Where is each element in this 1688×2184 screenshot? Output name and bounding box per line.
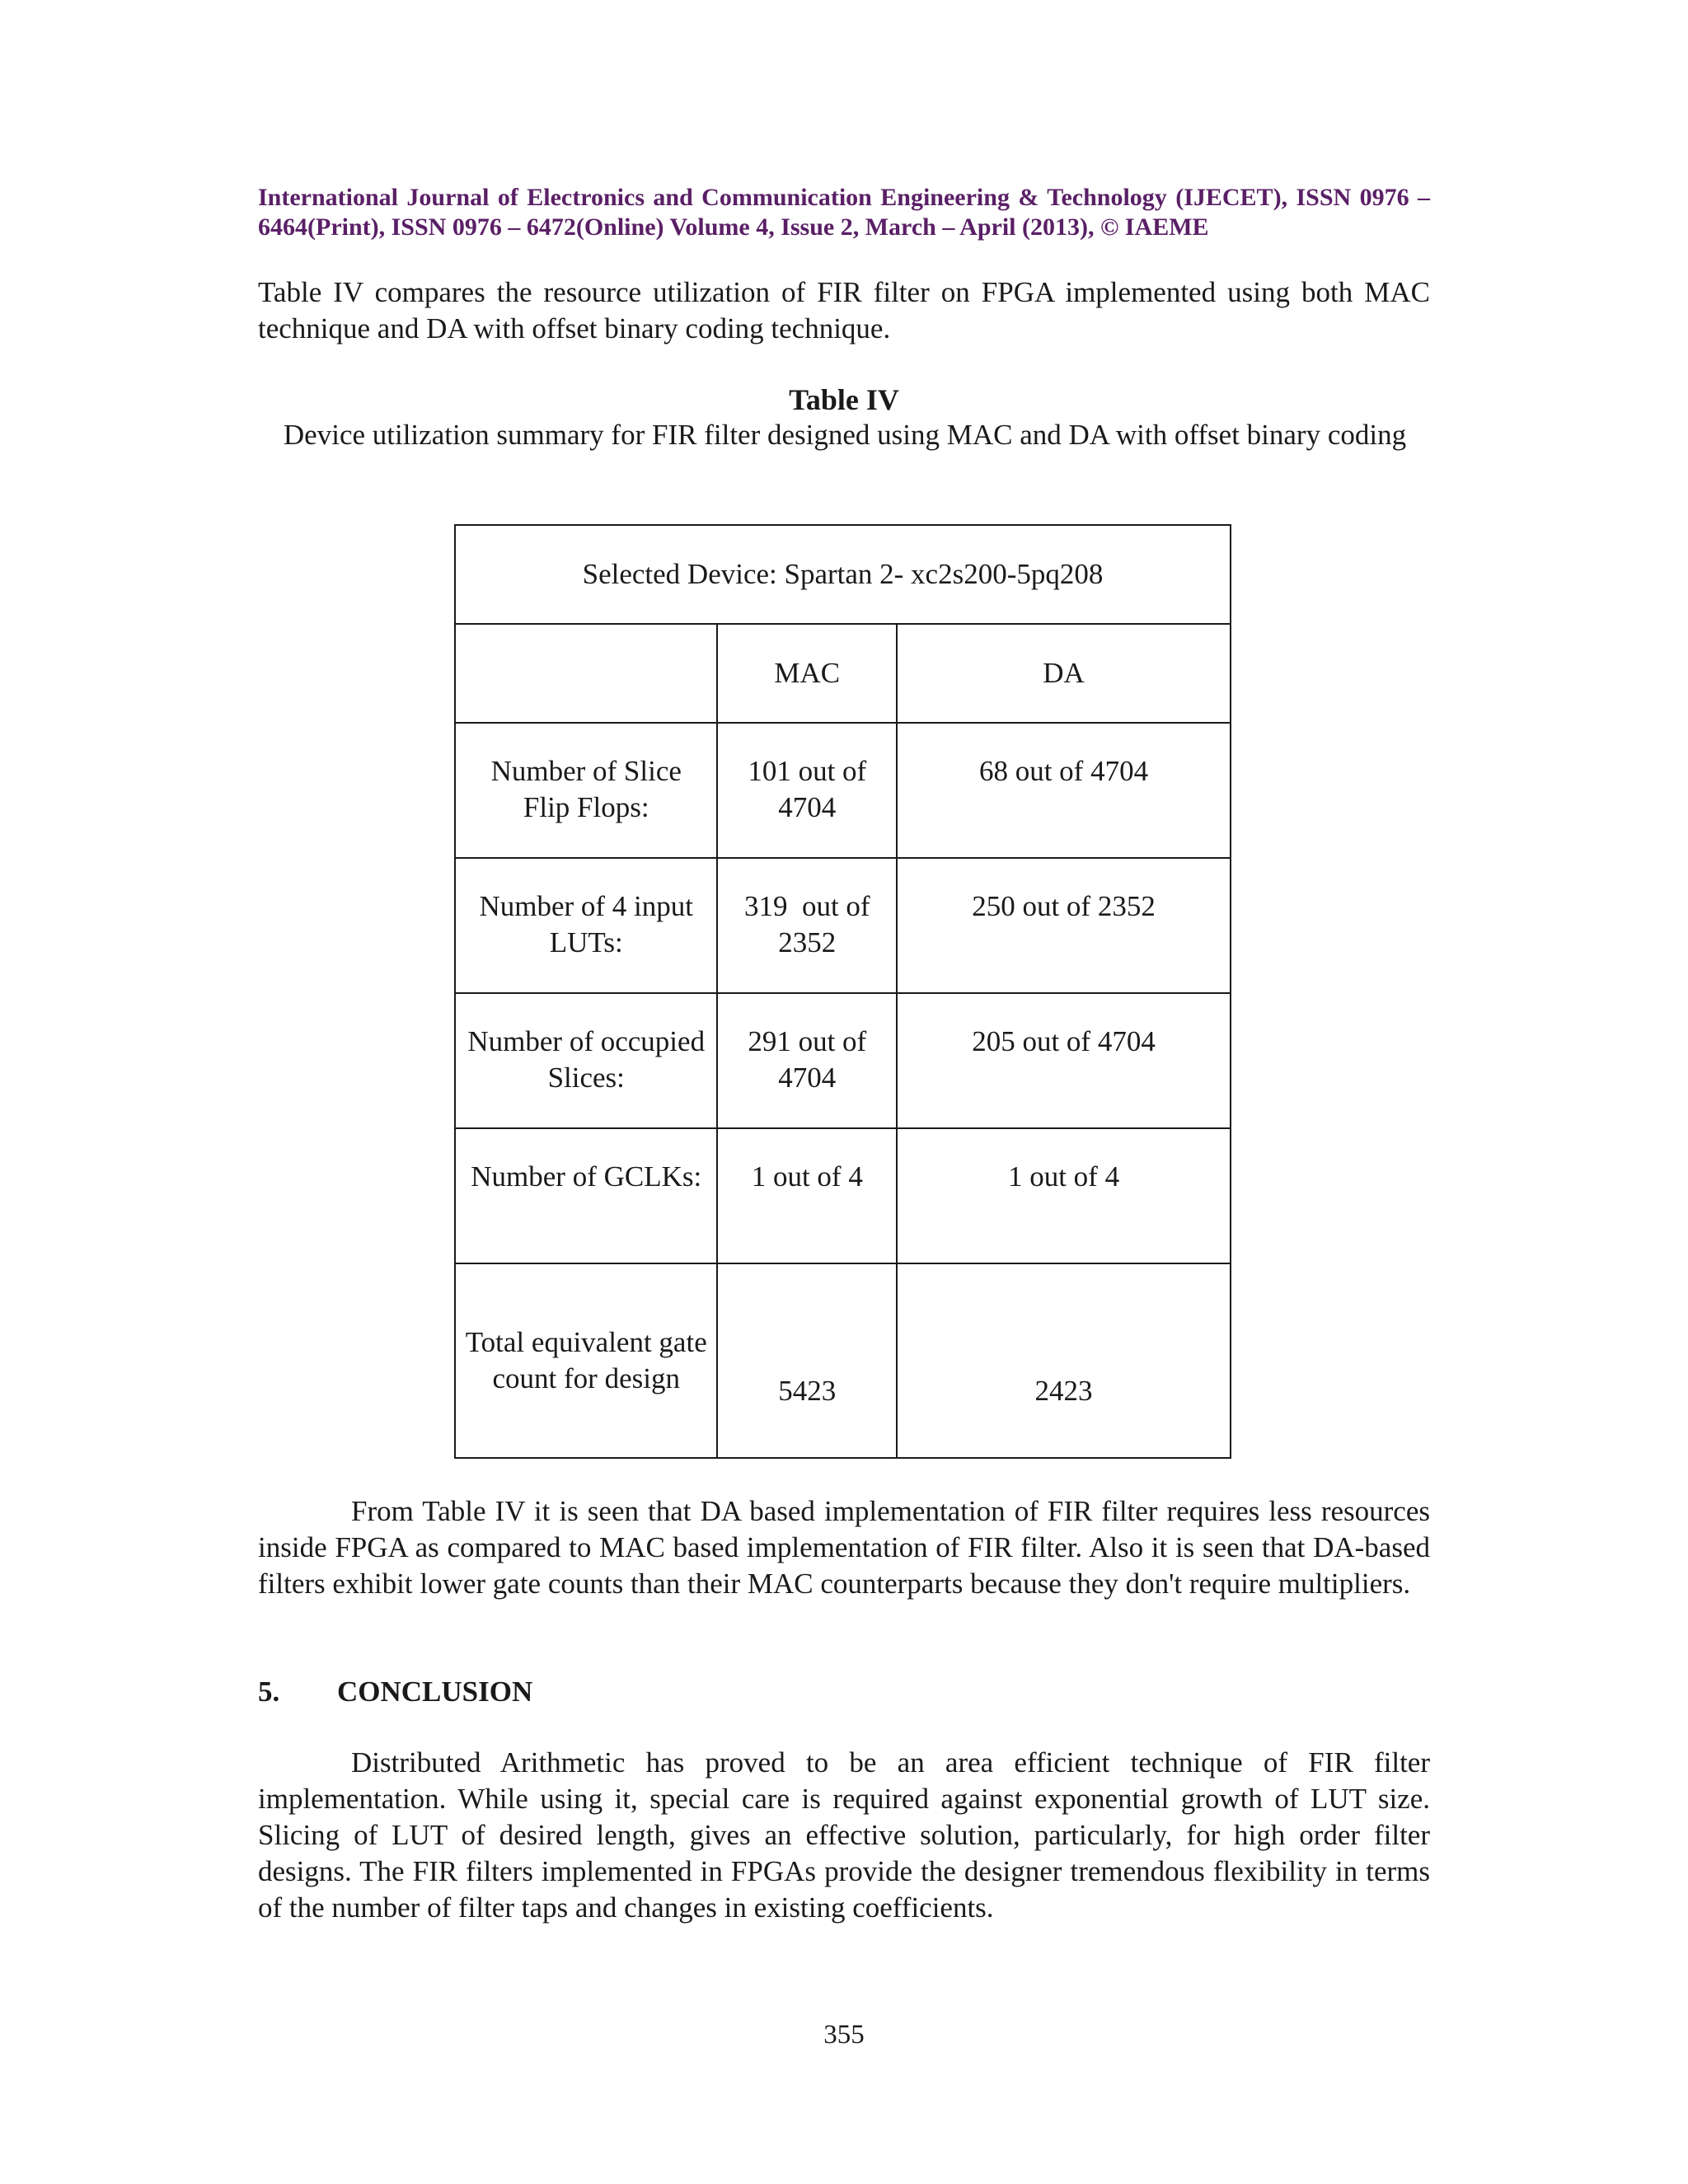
da-value: 205 out of 4704 bbox=[897, 993, 1231, 1128]
table-title: Table IV bbox=[789, 383, 899, 416]
column-header-da: DA bbox=[897, 624, 1231, 723]
mac-value: 101 out of 4704 bbox=[717, 723, 897, 858]
mac-value: 291 out of 4704 bbox=[717, 993, 897, 1128]
table-row bbox=[455, 993, 1231, 1128]
mac-value: 5423 bbox=[717, 1263, 897, 1458]
da-value: 250 out of 2352 bbox=[897, 858, 1231, 993]
selected-device-cell: Selected Device: Spartan 2- xc2s200-5pq208 bbox=[455, 525, 1231, 624]
column-header-mac: MAC bbox=[717, 624, 897, 723]
table-caption: Device utilization summary for FIR filter designed using MAC and DA with offset binary coding bbox=[283, 419, 1407, 451]
table-row bbox=[455, 858, 1231, 993]
table-row bbox=[455, 525, 1231, 624]
row-label: Number of occupied Slices: bbox=[455, 993, 717, 1128]
table-row bbox=[455, 1263, 1231, 1458]
mac-value: 319 out of 2352 bbox=[717, 858, 897, 993]
table-row bbox=[455, 723, 1231, 858]
da-value: 68 out of 4704 bbox=[897, 723, 1231, 858]
intro-paragraph: Table IV compares the resource utilization of FIR filter on FPGA implemented using both MAC technique and DA with offset binary coding technique. bbox=[258, 276, 1430, 344]
analysis-paragraph: From Table IV it is seen that DA based implementation of FIR filter requires less resources inside FPGA as compared to MAC based implementation of FIR filter. Also it is seen that DA-based filters exhibit lower gate counts than their MAC counterparts because they don't require multipliers. bbox=[258, 1495, 1430, 1600]
da-value: 2423 bbox=[897, 1263, 1231, 1458]
mac-value: 1 out of 4 bbox=[717, 1128, 897, 1263]
table-header-row bbox=[455, 624, 1231, 723]
section-title: CONCLUSION bbox=[337, 1675, 533, 1708]
row-label: Number of GCLKs: bbox=[455, 1128, 717, 1263]
column-header-empty bbox=[455, 624, 717, 723]
row-label: Number of Slice Flip Flops: bbox=[455, 723, 717, 858]
journal-header: International Journal of Electronics and Communication Engineering & Technology (IJECET), ISSN 0976 – 6464(Print), ISSN 0976 – 6472(Online) Volume 4, Issue 2, March – April (2013), © IAEME bbox=[258, 184, 1430, 241]
section-heading bbox=[258, 1674, 532, 1710]
row-label: Number of 4 input LUTs: bbox=[455, 858, 717, 993]
da-value: 1 out of 4 bbox=[897, 1128, 1231, 1263]
table-row bbox=[455, 1128, 1231, 1263]
section-number: 5. bbox=[258, 1675, 280, 1708]
conclusion-paragraph: Distributed Arithmetic has proved to be an area efficient technique of FIR filter implementation. While using it, special care is required against exponential growth of LUT size. Slicing of LUT of desired length, gives an effective solution, particularly, for high order filter designs. The FIR filters implemented in FPGAs provide the designer tremendous flexibility in terms of the number of filter taps and changes in existing coefficients. bbox=[258, 1746, 1430, 1924]
page-number: 355 bbox=[823, 2020, 865, 2050]
device-utilization-table bbox=[454, 524, 1231, 1459]
row-label: Total equivalent gate count for design bbox=[455, 1263, 717, 1458]
